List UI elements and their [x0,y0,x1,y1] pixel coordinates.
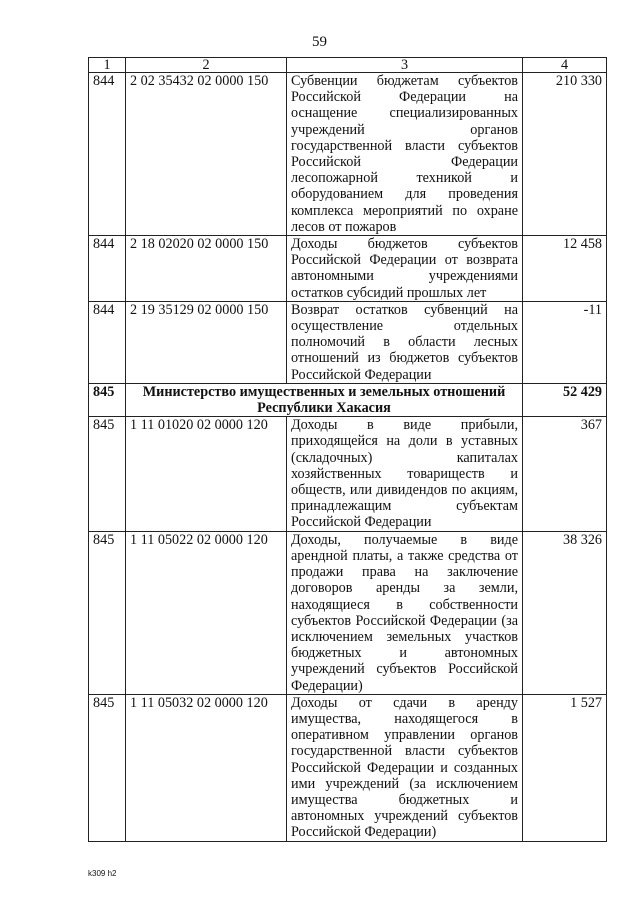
amount-cell: 1 527 [523,694,607,841]
revenue-code-cell: 2 02 35432 02 0000 150 [126,73,287,236]
revenue-name-cell: Доходы, получаемые в виде арендной платы, а также средства от продажи права на заключение договоров аренды за земли, находящиеся в собственности субъектов Российской Федерации (за исключением земельных участков бюджетных и автономных учреждений субъектов Российской Федерации) [287,531,523,694]
revenue-code-cell: 2 18 02020 02 0000 150 [126,236,287,302]
budget-revenue-table [88,57,607,842]
admin-code-cell: 845 [89,694,126,841]
column-header-1: 1 [89,58,126,73]
revenue-name-cell: Доходы от сдачи в аренду имущества, находящегося в оперативном управлении органов государственной власти субъектов Российской Федерации и созданных ими учреждений (за исключением имущества бюджетных и автономных учреждений субъектов Российской Федерации) [287,694,523,841]
amount-cell: 210 330 [523,73,607,236]
table-row [89,531,607,694]
table-row [89,73,607,236]
document-footer-code: k309 h2 [88,869,117,878]
amount-cell: 367 [523,417,607,531]
ministry-row [89,383,607,416]
revenue-code-cell: 1 11 05032 02 0000 120 [126,694,287,841]
revenue-name-cell: Возврат остатков субвенций на осуществление отдельных полномочий в области лесных отношений из бюджетов субъектов Российской Федерации [287,301,523,383]
table-row [89,417,607,531]
amount-cell: 38 326 [523,531,607,694]
ministry-admin-code: 845 [89,383,126,416]
ministry-name: Министерство имущественных и земельных отношений Республики Хакасия [126,383,523,416]
table-row [89,236,607,302]
table-row [89,301,607,383]
revenue-name-cell: Субвенции бюджетам субъектов Российской Федерации на оснащение специализированных учреждений органов государственной власти субъектов Российской Федерации лесопожарной техникой и оборудованием для проведения комплекса мероприятий по охране лесов от пожаров [287,73,523,236]
revenue-code-cell: 1 11 01020 02 0000 120 [126,417,287,531]
revenue-code-cell: 2 19 35129 02 0000 150 [126,301,287,383]
admin-code-cell: 844 [89,301,126,383]
revenue-code-cell: 1 11 05022 02 0000 120 [126,531,287,694]
amount-cell: 12 458 [523,236,607,302]
table-header-row [89,58,607,73]
admin-code-cell: 845 [89,531,126,694]
admin-code-cell: 845 [89,417,126,531]
page-number: 59 [312,34,327,50]
column-header-2: 2 [126,58,287,73]
table-row [89,694,607,841]
admin-code-cell: 844 [89,236,126,302]
column-header-4: 4 [523,58,607,73]
admin-code-cell: 844 [89,73,126,236]
column-header-3: 3 [287,58,523,73]
ministry-total-amount: 52 429 [523,383,607,416]
amount-cell: -11 [523,301,607,383]
revenue-name-cell: Доходы в виде прибыли, приходящейся на доли в уставных (складочных) капиталах хозяйственных товариществ и обществ, или дивидендов по акциям, принадлежащим субъектам Российской Федерации [287,417,523,531]
revenue-name-cell: Доходы бюджетов субъектов Российской Федерации от возврата автономными учреждениями остатков субсидий прошлых лет [287,236,523,302]
